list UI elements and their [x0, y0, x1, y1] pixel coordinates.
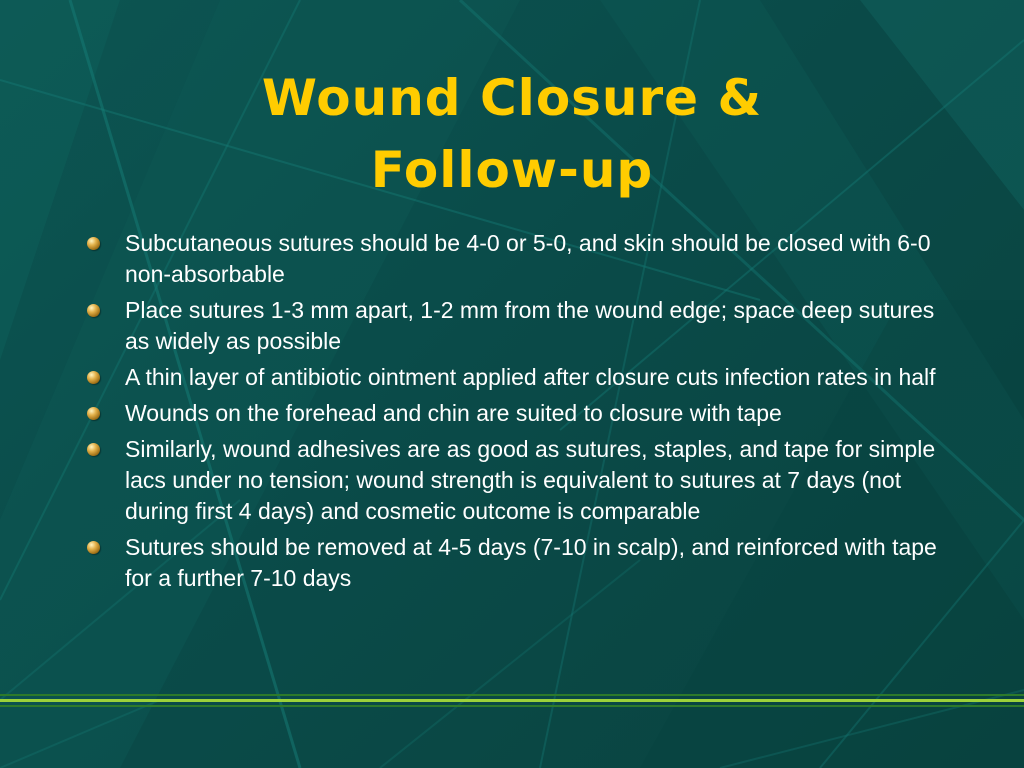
bullet-item [85, 398, 945, 429]
bullet-text: Place sutures 1-3 mm apart, 1-2 mm from the wound edge; space deep sutures as widely as possible [125, 297, 935, 354]
footer-divider-dark-bottom [0, 705, 1024, 707]
bullet-text: A thin layer of antibiotic ointment applied after closure cuts infection rates in half [125, 364, 936, 390]
bullet-text: Wounds on the forehead and chin are suited to closure with tape [125, 400, 782, 426]
gold-sphere-bullet-icon [87, 541, 100, 554]
gold-sphere-bullet-icon [87, 407, 100, 420]
footer-divider-accent [0, 699, 1024, 702]
bullet-text: Sutures should be removed at 4-5 days (7-10 in scalp), and reinforced with tape for a further 7-10 days [125, 534, 937, 591]
bullet-item [85, 228, 945, 290]
footer-divider-dark-top [0, 694, 1024, 696]
gold-sphere-bullet-icon [87, 443, 100, 456]
bullet-item [85, 434, 945, 527]
gold-sphere-bullet-icon [87, 237, 100, 250]
bullet-item [85, 532, 945, 594]
bullet-list [85, 228, 945, 599]
bullet-text: Similarly, wound adhesives are as good as sutures, staples, and tape for simple lacs under no tension; wound strength is equivalent to sutures at 7 days (not during first 4 days) and cosmetic outcome is comparable [125, 436, 936, 524]
gold-sphere-bullet-icon [87, 304, 100, 317]
slide-title: Wound Closure & Follow-up [261, 69, 763, 199]
gold-sphere-bullet-icon [87, 371, 100, 384]
bullet-item [85, 295, 945, 357]
bullet-item [85, 362, 945, 393]
bullet-text: Subcutaneous sutures should be 4-0 or 5-0, and skin should be closed with 6-0 non-absorbable [125, 230, 931, 287]
